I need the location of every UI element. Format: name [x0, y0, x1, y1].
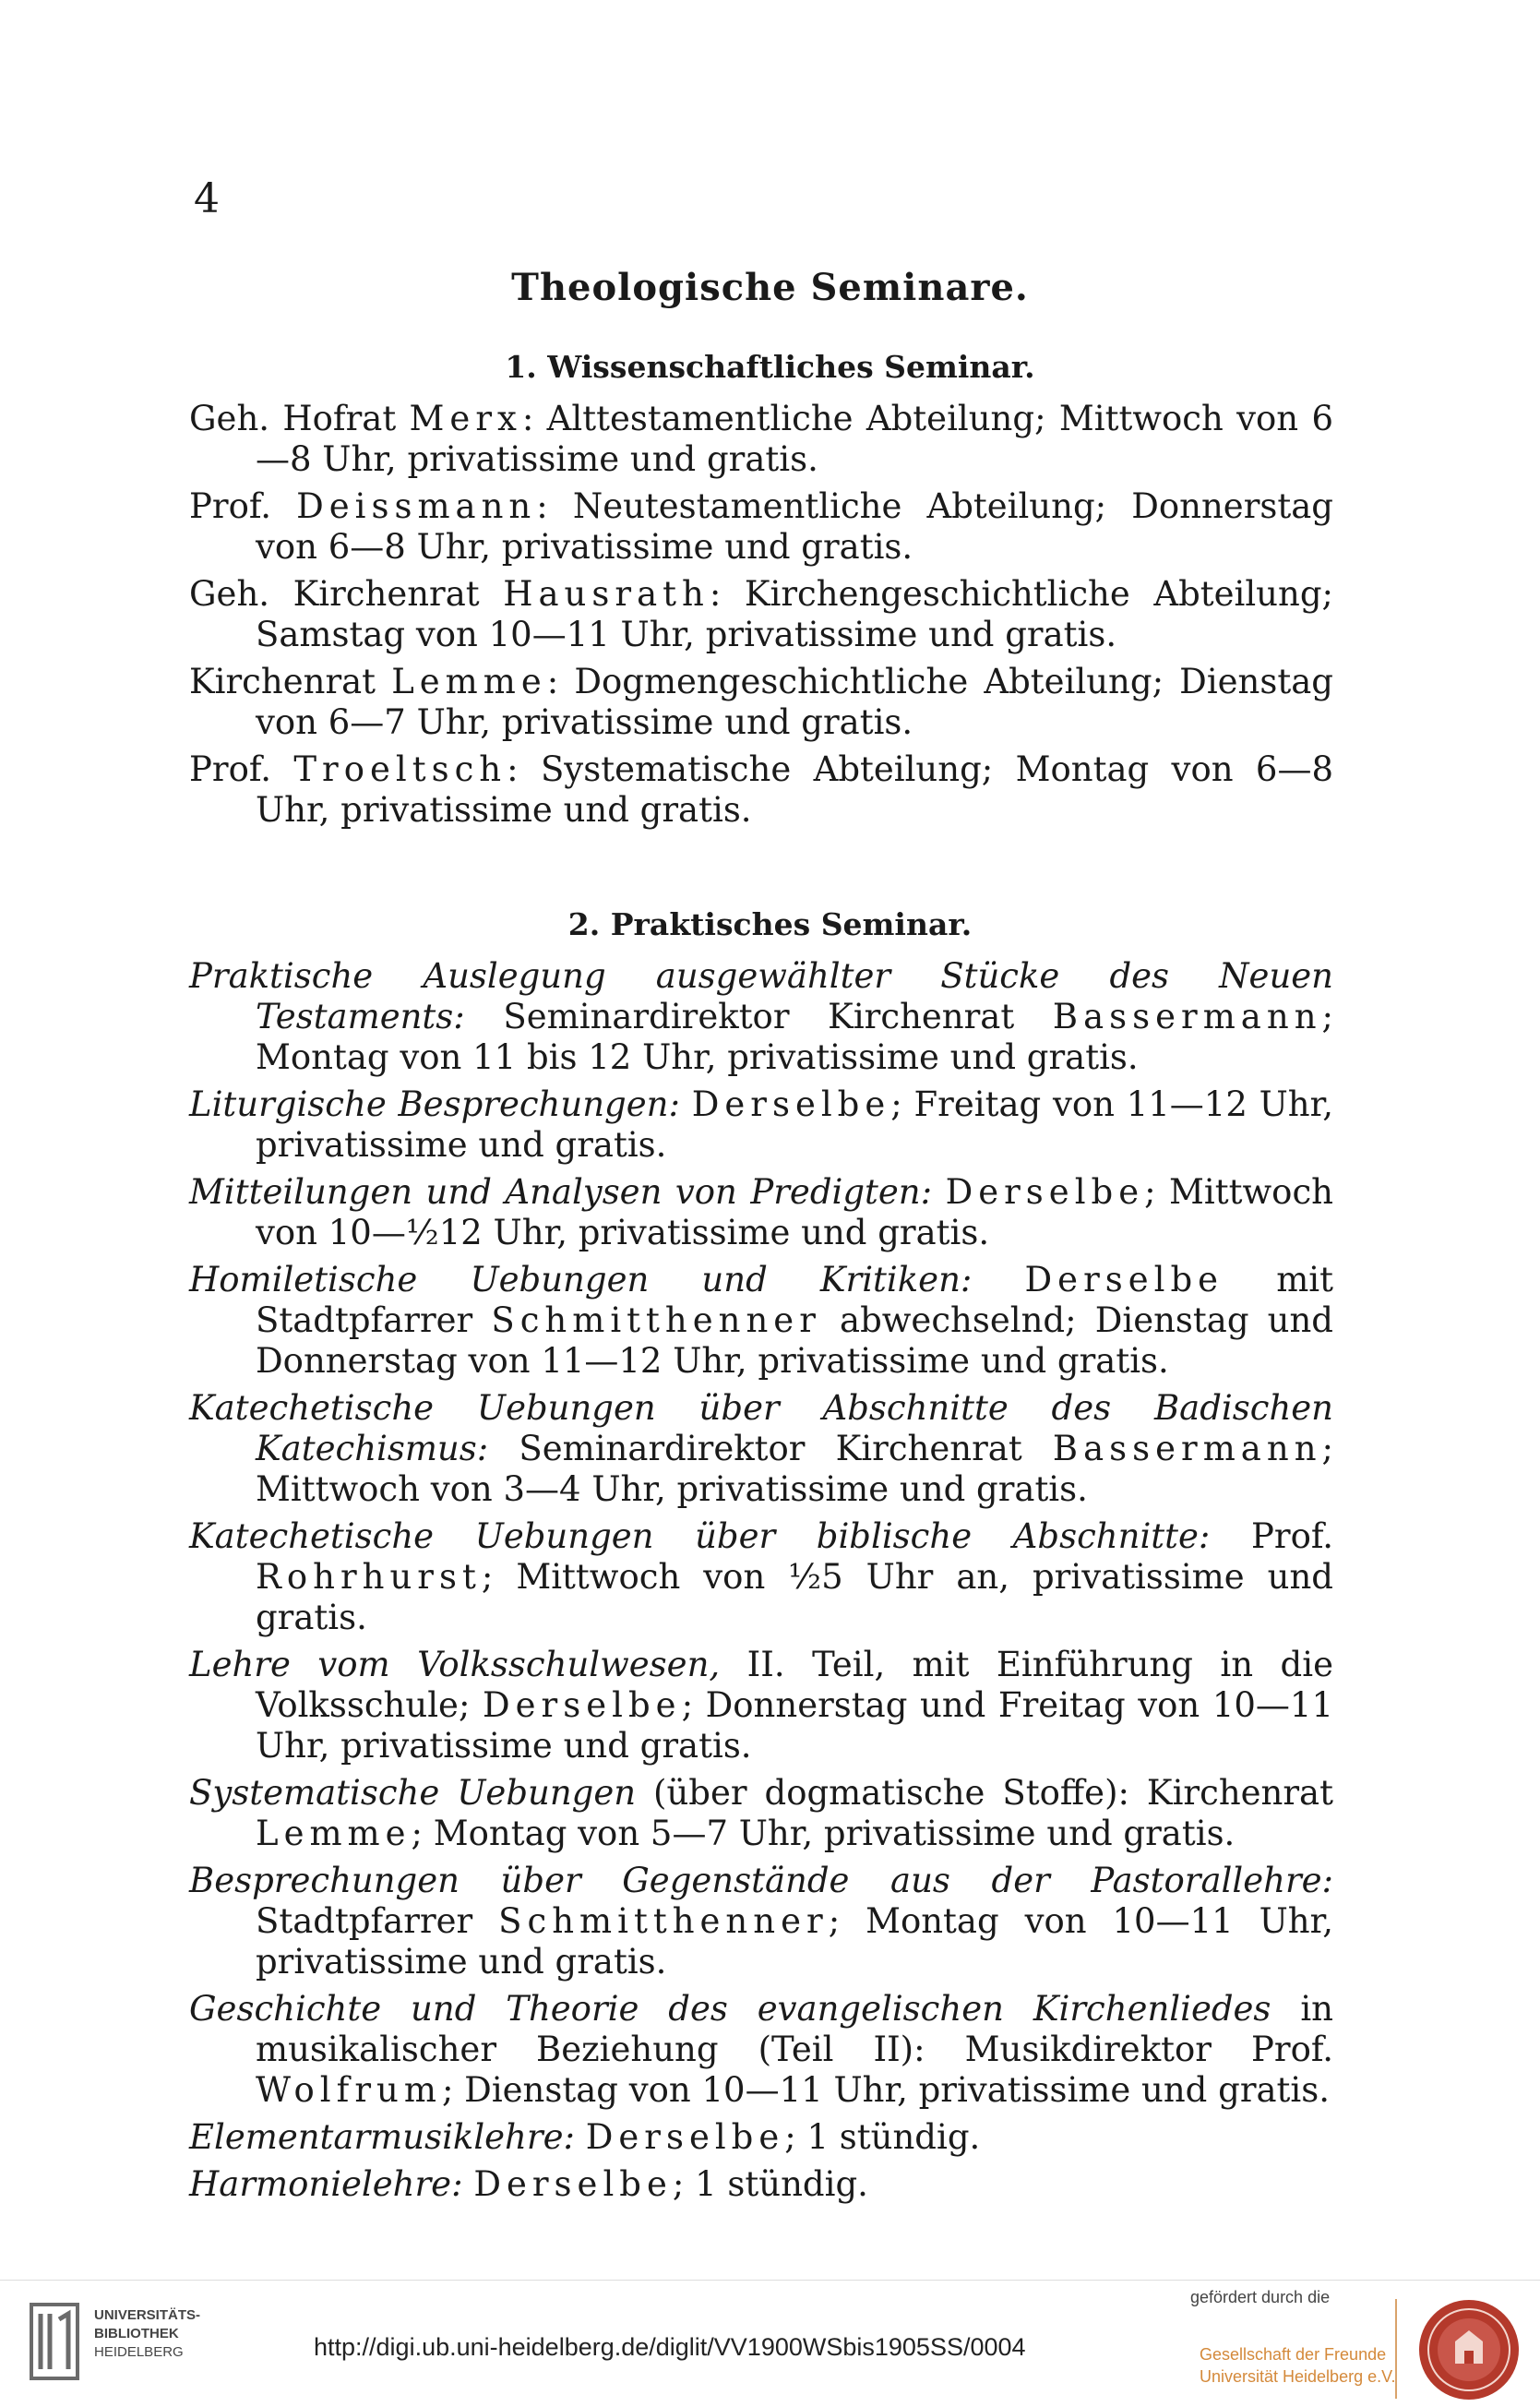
entry-text: : Alttestamentliche Abteilung; Mittwoch von 6—8 Uhr, privatissime und gratis.	[256, 399, 1334, 479]
lecturer-name: Derselbe	[945, 1172, 1145, 1212]
entry-text: Geh. Hofrat	[189, 399, 410, 438]
entry-text: Geh. Kirchenrat	[189, 574, 504, 614]
page-title: Theologische Seminare.	[511, 266, 1029, 309]
entry-text: Seminardirektor Kirchenrat	[488, 1429, 1053, 1468]
entry-text: ; Montag von 11 bis 12 Uhr, privatissime und gratis.	[256, 997, 1333, 1077]
library-name-line: UNIVERSITÄTS-	[94, 2307, 201, 2323]
lecturer-name: Schmitthenner	[491, 1300, 821, 1340]
seminar-entry	[189, 1260, 1333, 1382]
course-title: Elementarmusiklehre:	[189, 2117, 575, 2157]
entry-text: : Neutestamentliche Abteilung; Donnerstag von 6—8 Uhr, privatissime und gratis.	[256, 486, 1333, 567]
library-name	[94, 2306, 200, 2362]
entry-text: in musikalischer Beziehung (Teil II): Musikdirektor Prof.	[256, 1989, 1333, 2069]
university-library-logo-icon	[28, 2301, 83, 2386]
footer-divider	[1395, 2299, 1397, 2399]
lecturer-name: Derselbe	[473, 2164, 673, 2204]
lecturer-name: Derselbe	[585, 2117, 785, 2157]
page-number: 4	[194, 175, 220, 222]
section-2-entries	[189, 956, 1333, 2211]
section-heading-2: 2. Praktisches Seminar.	[567, 906, 973, 942]
lecturer-name: Troeltsch	[293, 749, 507, 789]
society-name-line: Gesellschaft der Freunde	[1200, 2345, 1387, 2364]
seminar-entry	[189, 2117, 1333, 2158]
lecturer-name: Lemme	[391, 662, 547, 701]
section-heading-1: 1. Wissenschaftliches Seminar.	[505, 349, 1035, 385]
seminar-entry	[189, 1645, 1333, 1766]
society-name-line: Universität Heidelberg e.V.	[1200, 2367, 1396, 2386]
seminar-entry	[189, 1773, 1333, 1854]
course-title: Besprechungen über Gegenstände aus der Pastorallehre:	[189, 1861, 1333, 1900]
entry-text: ; 1 stündig.	[784, 2117, 981, 2157]
lecturer-name: Lemme	[256, 1814, 412, 1853]
seminar-entry	[189, 574, 1333, 655]
course-title: Geschichte und Theorie des evangelischen Kirchenliedes	[189, 1989, 1271, 2029]
seminar-entry	[189, 956, 1333, 1078]
lecturer-name: Bassermann	[1052, 997, 1322, 1036]
lecturer-name: Deissmann	[296, 486, 537, 526]
lecturer-name: Schmitthenner	[498, 1901, 829, 1941]
entry-text: mit Stadtpfarrer	[256, 1260, 1333, 1340]
entry-text: Prof.	[189, 486, 297, 526]
entry-text: ; Donnerstag und Freitag von 10—11 Uhr, privatissime und gratis.	[256, 1685, 1333, 1766]
course-title: Harmonielehre:	[189, 2164, 463, 2204]
entry-text	[575, 2117, 586, 2157]
entry-text: ; Montag von 5—7 Uhr, privatissime und gratis.	[411, 1814, 1236, 1853]
lecturer-name: Hausrath	[503, 574, 710, 614]
entry-text: Stadtpfarrer	[256, 1901, 499, 1941]
funded-by-text: gefördert durch die	[1190, 2288, 1331, 2306]
entry-text: ; 1 stündig.	[672, 2164, 868, 2204]
entry-text	[463, 2164, 474, 2204]
lecturer-name: Rohrhurst	[256, 1557, 482, 1597]
entry-text: ; Mittwoch von 3—4 Uhr, privatissime und gratis.	[256, 1429, 1333, 1509]
seminar-entry	[189, 1084, 1333, 1166]
section-1-entries	[189, 399, 1333, 837]
lecturer-name: Wolfrum	[256, 2070, 442, 2110]
seminar-entry	[189, 1388, 1333, 1510]
lecturer-name: Bassermann	[1052, 1429, 1322, 1468]
footer-bar	[0, 2280, 1540, 2407]
entry-text	[680, 1084, 692, 1124]
society-name	[1200, 2343, 1395, 2388]
entry-text: : Dogmengeschichtliche Abteilung; Dienstag von 6—7 Uhr, privatissime und gratis.	[256, 662, 1333, 742]
library-name-line: BIBLIOTHEK	[94, 2326, 179, 2341]
course-title: Mitteilungen und Analysen von Predigten:	[189, 1172, 933, 1212]
course-title: Liturgische Besprechungen:	[189, 1084, 680, 1124]
entry-text	[972, 1260, 1024, 1299]
entry-text: : Systematische Abteilung; Montag von 6—8 Uhr, privatissime und gratis.	[256, 749, 1333, 830]
entry-text: Prof.	[189, 749, 294, 789]
seminar-entry	[189, 2164, 1333, 2205]
entry-text: ; Dienstag von 10—11 Uhr, privatissime und gratis.	[441, 2070, 1331, 2110]
entry-text: Seminardirektor Kirchenrat	[464, 997, 1053, 1036]
seminar-entry	[189, 486, 1333, 568]
course-title: Praktische Auslegung ausgewählter Stücke des Neuen Testaments:	[189, 956, 1333, 1036]
lecturer-name: Derselbe	[691, 1084, 891, 1124]
library-name-line: HEIDELBERG	[94, 2344, 184, 2360]
course-title: Katechetische Uebungen über biblische Abschnitte:	[189, 1516, 1211, 1556]
seminar-entry	[189, 749, 1333, 831]
entry-text: II. Teil, mit Einführung in die Volksschule;	[256, 1645, 1333, 1725]
entry-text: (über dogmatische Stoffe): Kirchenrat	[636, 1773, 1333, 1813]
course-title: Lehre vom Volksschulwesen,	[189, 1645, 721, 1684]
course-title: Katechetische Uebungen über Abschnitte des Badischen Katechismus:	[189, 1388, 1333, 1468]
entry-text: Prof.	[1210, 1516, 1334, 1556]
entry-text: ; Montag von 10—11 Uhr, privatissime und gratis.	[256, 1901, 1333, 1982]
entry-text: ; Freitag von 11—12 Uhr, privatissime und gratis.	[256, 1084, 1334, 1165]
course-title: Homiletische Uebungen und Kritiken:	[189, 1260, 973, 1299]
entry-text: ; Mittwoch von ½5 Uhr an, privatissime und gratis.	[256, 1557, 1333, 1637]
university-seal-icon	[1416, 2297, 1522, 2403]
entry-text	[932, 1172, 945, 1212]
seminar-entry	[189, 662, 1333, 743]
seminar-entry	[189, 1172, 1333, 1253]
seminar-entry	[189, 399, 1333, 480]
lecturer-name: Derselbe	[483, 1685, 682, 1725]
course-title: Systematische Uebungen	[189, 1773, 637, 1813]
entry-text: Kirchenrat	[189, 662, 392, 701]
lecturer-name: Derselbe	[1024, 1260, 1224, 1299]
entry-text: ; Mittwoch von 10—½12 Uhr, privatissime und gratis.	[256, 1172, 1334, 1252]
seminar-entry	[189, 1989, 1333, 2111]
lecturer-name: Merx	[409, 399, 522, 438]
permalink-url[interactable]: http://digi.ub.uni-heidelberg.de/diglit/VV1900WSbis1905SS/0004	[314, 2333, 1026, 2361]
seminar-entry	[189, 1516, 1333, 1638]
seminar-entry	[189, 1861, 1333, 1982]
entry-text: abwechselnd; Dienstag und Donnerstag von 11—12 Uhr, privatissime und gratis.	[256, 1300, 1333, 1381]
entry-text: : Kirchengeschichtliche Abteilung; Samstag von 10—11 Uhr, privatissime und gratis.	[256, 574, 1333, 654]
